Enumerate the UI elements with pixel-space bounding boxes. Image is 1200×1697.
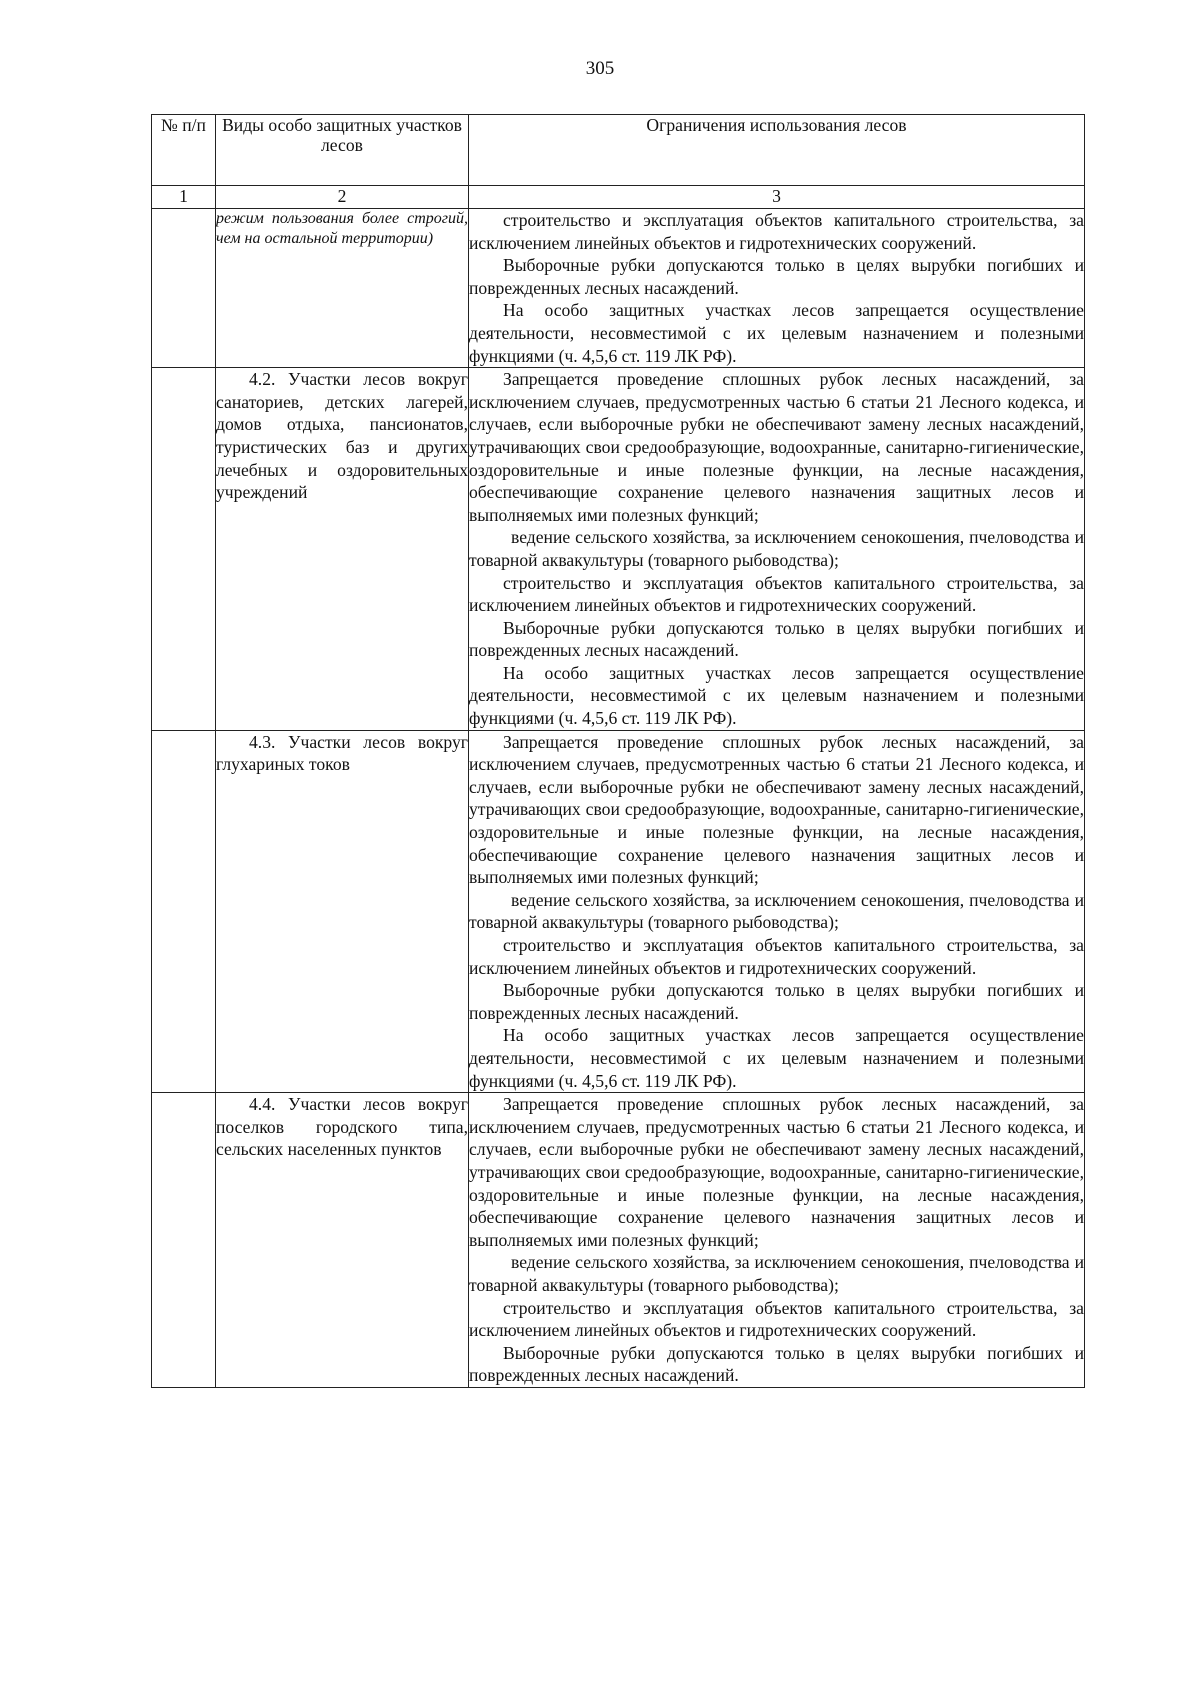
column-number: 2 [216, 186, 469, 209]
column-number-row [152, 186, 1085, 209]
restrictions-cell [469, 209, 1085, 368]
row-number-cell [152, 730, 216, 1093]
column-number: 3 [469, 186, 1085, 209]
zone-type-cell [216, 1093, 469, 1388]
restriction-paragraph: ведение сельского хозяйства, за исключением сенокошения, пчеловодства и товарной аквакультуры (товарного рыбоводства); [469, 527, 1084, 570]
restriction-paragraph: Запрещается проведение сплошных рубок лесных насаждений, за исключением случаев, предусмотренных частью 6 статьи 21 Лесного кодекса, и случаев, если выборочные рубки не обеспечивают замену лесных насаждений, утрачивающих свои средообразующие, водоохранные, санитарно-гигиенические, оздоровительные и иные полезные функции, на лесные насаждения, обеспечивающие сохранение целевого назначения защитных лесов и выполняемых ими полезных функций; [469, 1094, 1084, 1250]
row-number-cell [152, 368, 216, 731]
zone-type-name: 4.3. Участки лесов вокруг глухариных токов [216, 731, 468, 775]
zone-type-name: 4.4. Участки лесов вокруг поселков городского типа, сельских населенных пунктов [216, 1094, 468, 1160]
column-number: 1 [152, 186, 216, 209]
row-number-cell [152, 1093, 216, 1388]
zone-type-cell [216, 730, 469, 1093]
zone-type-continuation: режим пользования более строгий, чем на остальной территории) [216, 210, 468, 247]
restriction-paragraph: На особо защитных участках лесов запрещается осуществление деятельности, несовместимой с их целевым назначением и полезными функциями (ч. 4,5,6 ст. 119 ЛК РФ). [469, 1025, 1084, 1091]
restrictions-table [151, 114, 1085, 1388]
table-row [152, 368, 1085, 731]
restriction-paragraph: Выборочные рубки допускаются только в целях вырубки погибших и поврежденных лесных насаждений. [469, 980, 1084, 1023]
restriction-paragraph: строительство и эксплуатация объектов капитального строительства, за исключением линейных объектов и гидротехнических сооружений. [469, 210, 1084, 253]
table-row [152, 209, 1085, 368]
restriction-paragraph: На особо защитных участках лесов запрещается осуществление деятельности, несовместимой с их целевым назначением и полезными функциями (ч. 4,5,6 ст. 119 ЛК РФ). [469, 662, 1084, 729]
restriction-paragraph: ведение сельского хозяйства, за исключением сенокошения, пчеловодства и товарной аквакультуры (товарного рыбоводства); [469, 889, 1084, 933]
restriction-paragraph: Запрещается проведение сплошных рубок лесных насаждений, за исключением случаев, предусмотренных частью 6 статьи 21 Лесного кодекса, и случаев, если выборочные рубки не обеспечивают замену лесных насаждений, утрачивающих свои средообразующие, водоохранные, санитарно-гигиенические, оздоровительные и иные полезные функции, на лесные насаждения, обеспечивающие сохранение целевого назначения защитных лесов и выполняемых ими полезных функций; [469, 731, 1084, 888]
restriction-paragraph: строительство и эксплуатация объектов капитального строительства, за исключением линейных объектов и гидротехнических сооружений. [469, 572, 1084, 616]
restrictions-cell [469, 1093, 1085, 1388]
table-body [152, 209, 1085, 1388]
zone-type-name: 4.2. Участки лесов вокруг санаториев, детских лагерей, домов отдыха, пансионатов, туристических баз и других лечебных и оздоровительных учреждений [216, 369, 468, 503]
table-row [152, 730, 1085, 1093]
table-header-row [152, 115, 1085, 186]
restriction-paragraph: строительство и эксплуатация объектов капитального строительства, за исключением линейных объектов и гидротехнических сооружений. [469, 935, 1084, 978]
zone-type-cell [216, 368, 469, 731]
restriction-paragraph: На особо защитных участках лесов запрещается осуществление деятельности, несовместимой с их целевым назначением и полезными функциями (ч. 4,5,6 ст. 119 ЛК РФ). [469, 300, 1084, 366]
restriction-paragraph: Выборочные рубки допускаются только в целях вырубки погибших и поврежденных лесных насаждений. [469, 255, 1084, 298]
header-types: Виды особо защитных участков лесов [216, 115, 469, 186]
restriction-paragraph: Запрещается проведение сплошных рубок лесных насаждений, за исключением случаев, предусмотренных частью 6 статьи 21 Лесного кодекса, и случаев, если выборочные рубки не обеспечивают замену лесных насаждений, утрачивающих свои средообразующие, водоохранные, санитарно-гигиенические, оздоровительные и иные полезные функции, на лесные насаждения, обеспечивающие сохранение целевого назначения защитных лесов и выполняемых ими полезных функций; [469, 369, 1084, 525]
zone-type-cell [216, 209, 469, 368]
restriction-paragraph: ведение сельского хозяйства, за исключением сенокошения, пчеловодства и товарной аквакультуры (товарного рыбоводства); [469, 1252, 1084, 1295]
restrictions-cell [469, 368, 1085, 731]
table-row [152, 1093, 1085, 1388]
header-number: № п/п [152, 115, 216, 186]
header-restrictions: Ограничения использования лесов [469, 115, 1085, 186]
restrictions-cell [469, 730, 1085, 1093]
page-number: 305 [585, 58, 615, 79]
restriction-paragraph: Выборочные рубки допускаются только в целях вырубки погибших и поврежденных лесных насаждений. [469, 1342, 1084, 1386]
row-number-cell [152, 209, 216, 368]
restriction-paragraph: Выборочные рубки допускаются только в целях вырубки погибших и поврежденных лесных насаждений. [469, 617, 1084, 661]
restriction-paragraph: строительство и эксплуатация объектов капитального строительства, за исключением линейных объектов и гидротехнических сооружений. [469, 1297, 1084, 1341]
